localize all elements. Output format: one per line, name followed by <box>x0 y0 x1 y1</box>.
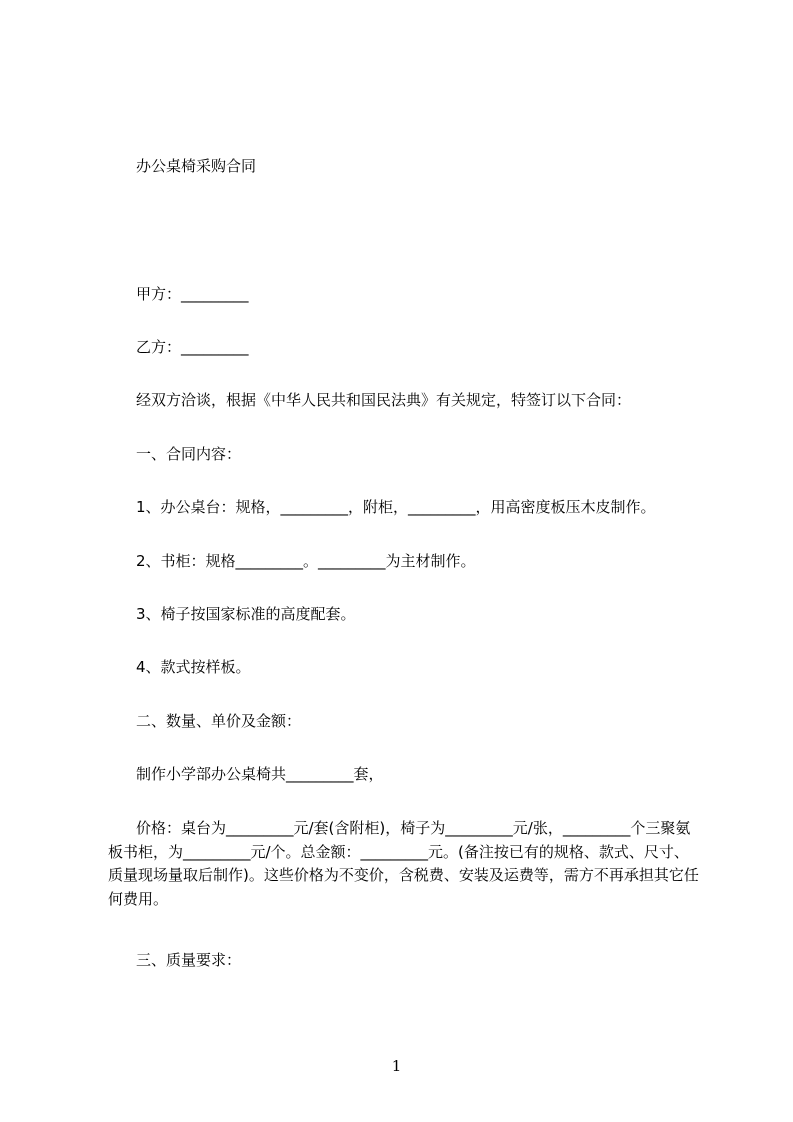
section1-heading: 一、合同内容： <box>136 445 242 463</box>
section2-price-paragraph <box>108 817 700 911</box>
party-b-line: 乙方：_________ <box>136 338 249 356</box>
page-number: 1 <box>391 1057 402 1075</box>
section2-heading: 二、数量、单价及金额： <box>136 712 302 730</box>
document-title: 办公桌椅采购合同 <box>136 157 257 175</box>
section1-item-4: 4、款式按样板。 <box>136 658 251 676</box>
section3-heading: 三、质量要求： <box>136 951 242 969</box>
section1-item-3: 3、椅子按国家标准的高度配套。 <box>136 605 356 623</box>
price-paragraph-text: 价格：桌台为_________元/套(含附柜)，椅子为_________元/张，_________个三聚氨板书柜，为_________元/个。总金额：_________元。(备注按已有的规格、款式、尺寸、质量现场量取后制作)。这些价格为不变价，含税费、安装及运费等，需方不再承担其它任何费用。 <box>108 819 699 908</box>
section1-item-1: 1、办公桌台：规格，_________，附柜，_________，用高密度板压木皮制作。 <box>136 498 656 516</box>
section2-quantity: 制作小学部办公桌椅共_________套， <box>136 765 384 783</box>
section1-item-2: 2、书柜：规格_________。_________为主材制作。 <box>136 552 476 570</box>
preamble: 经双方洽谈，根据《中华人民共和国民法典》有关规定，特签订以下合同： <box>136 391 632 409</box>
party-a-line: 甲方：_________ <box>136 285 249 303</box>
